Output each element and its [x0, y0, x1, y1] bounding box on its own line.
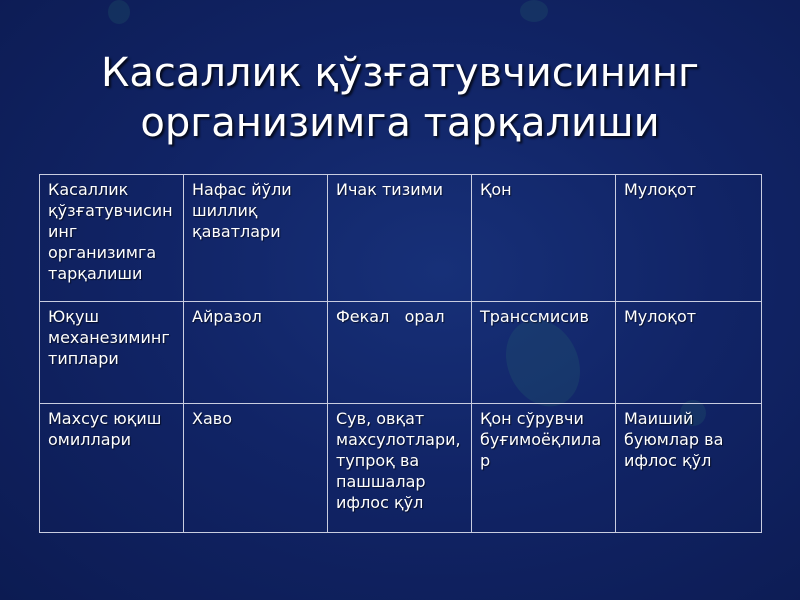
slide-title-line-1: Касаллик қўзғатувчисининг — [100, 50, 700, 96]
table-cell: Айразол — [184, 302, 328, 404]
table-cell: Хаво — [184, 404, 328, 533]
table-cell-row-header: Касаллик қўзғатувчисининг организимга тарқалиши — [40, 175, 184, 302]
transmission-table — [39, 174, 762, 533]
table-cell: Маиший буюмлар ва ифлос қўл — [616, 404, 762, 533]
table-cell-row-header: Юқуш механезиминг типлари — [40, 302, 184, 404]
table-row — [40, 404, 762, 533]
table-row — [40, 175, 762, 302]
table-row — [40, 302, 762, 404]
table-cell-row-header: Махсус юқиш омиллари — [40, 404, 184, 533]
table-cell: Мулоқот — [616, 302, 762, 404]
table-cell: Нафас йўли шиллиқ қаватлари — [184, 175, 328, 302]
watermark-shape — [520, 0, 548, 22]
table-cell: Транссмисив — [472, 302, 616, 404]
watermark-shape — [108, 0, 130, 24]
table-cell: Сув, овқат махсулотлари, тупроқ ва пашшалар ифлос қўл — [328, 404, 472, 533]
table-cell: Ичак тизими — [328, 175, 472, 302]
table-cell: Мулоқот — [616, 175, 762, 302]
slide-title-line-2: организимга тарқалиши — [140, 100, 660, 146]
slide-title — [0, 48, 800, 148]
table-cell: Қон — [472, 175, 616, 302]
table-cell: Фекал орал — [328, 302, 472, 404]
table-cell: Қон сўрувчи буғимоёқлилар — [472, 404, 616, 533]
